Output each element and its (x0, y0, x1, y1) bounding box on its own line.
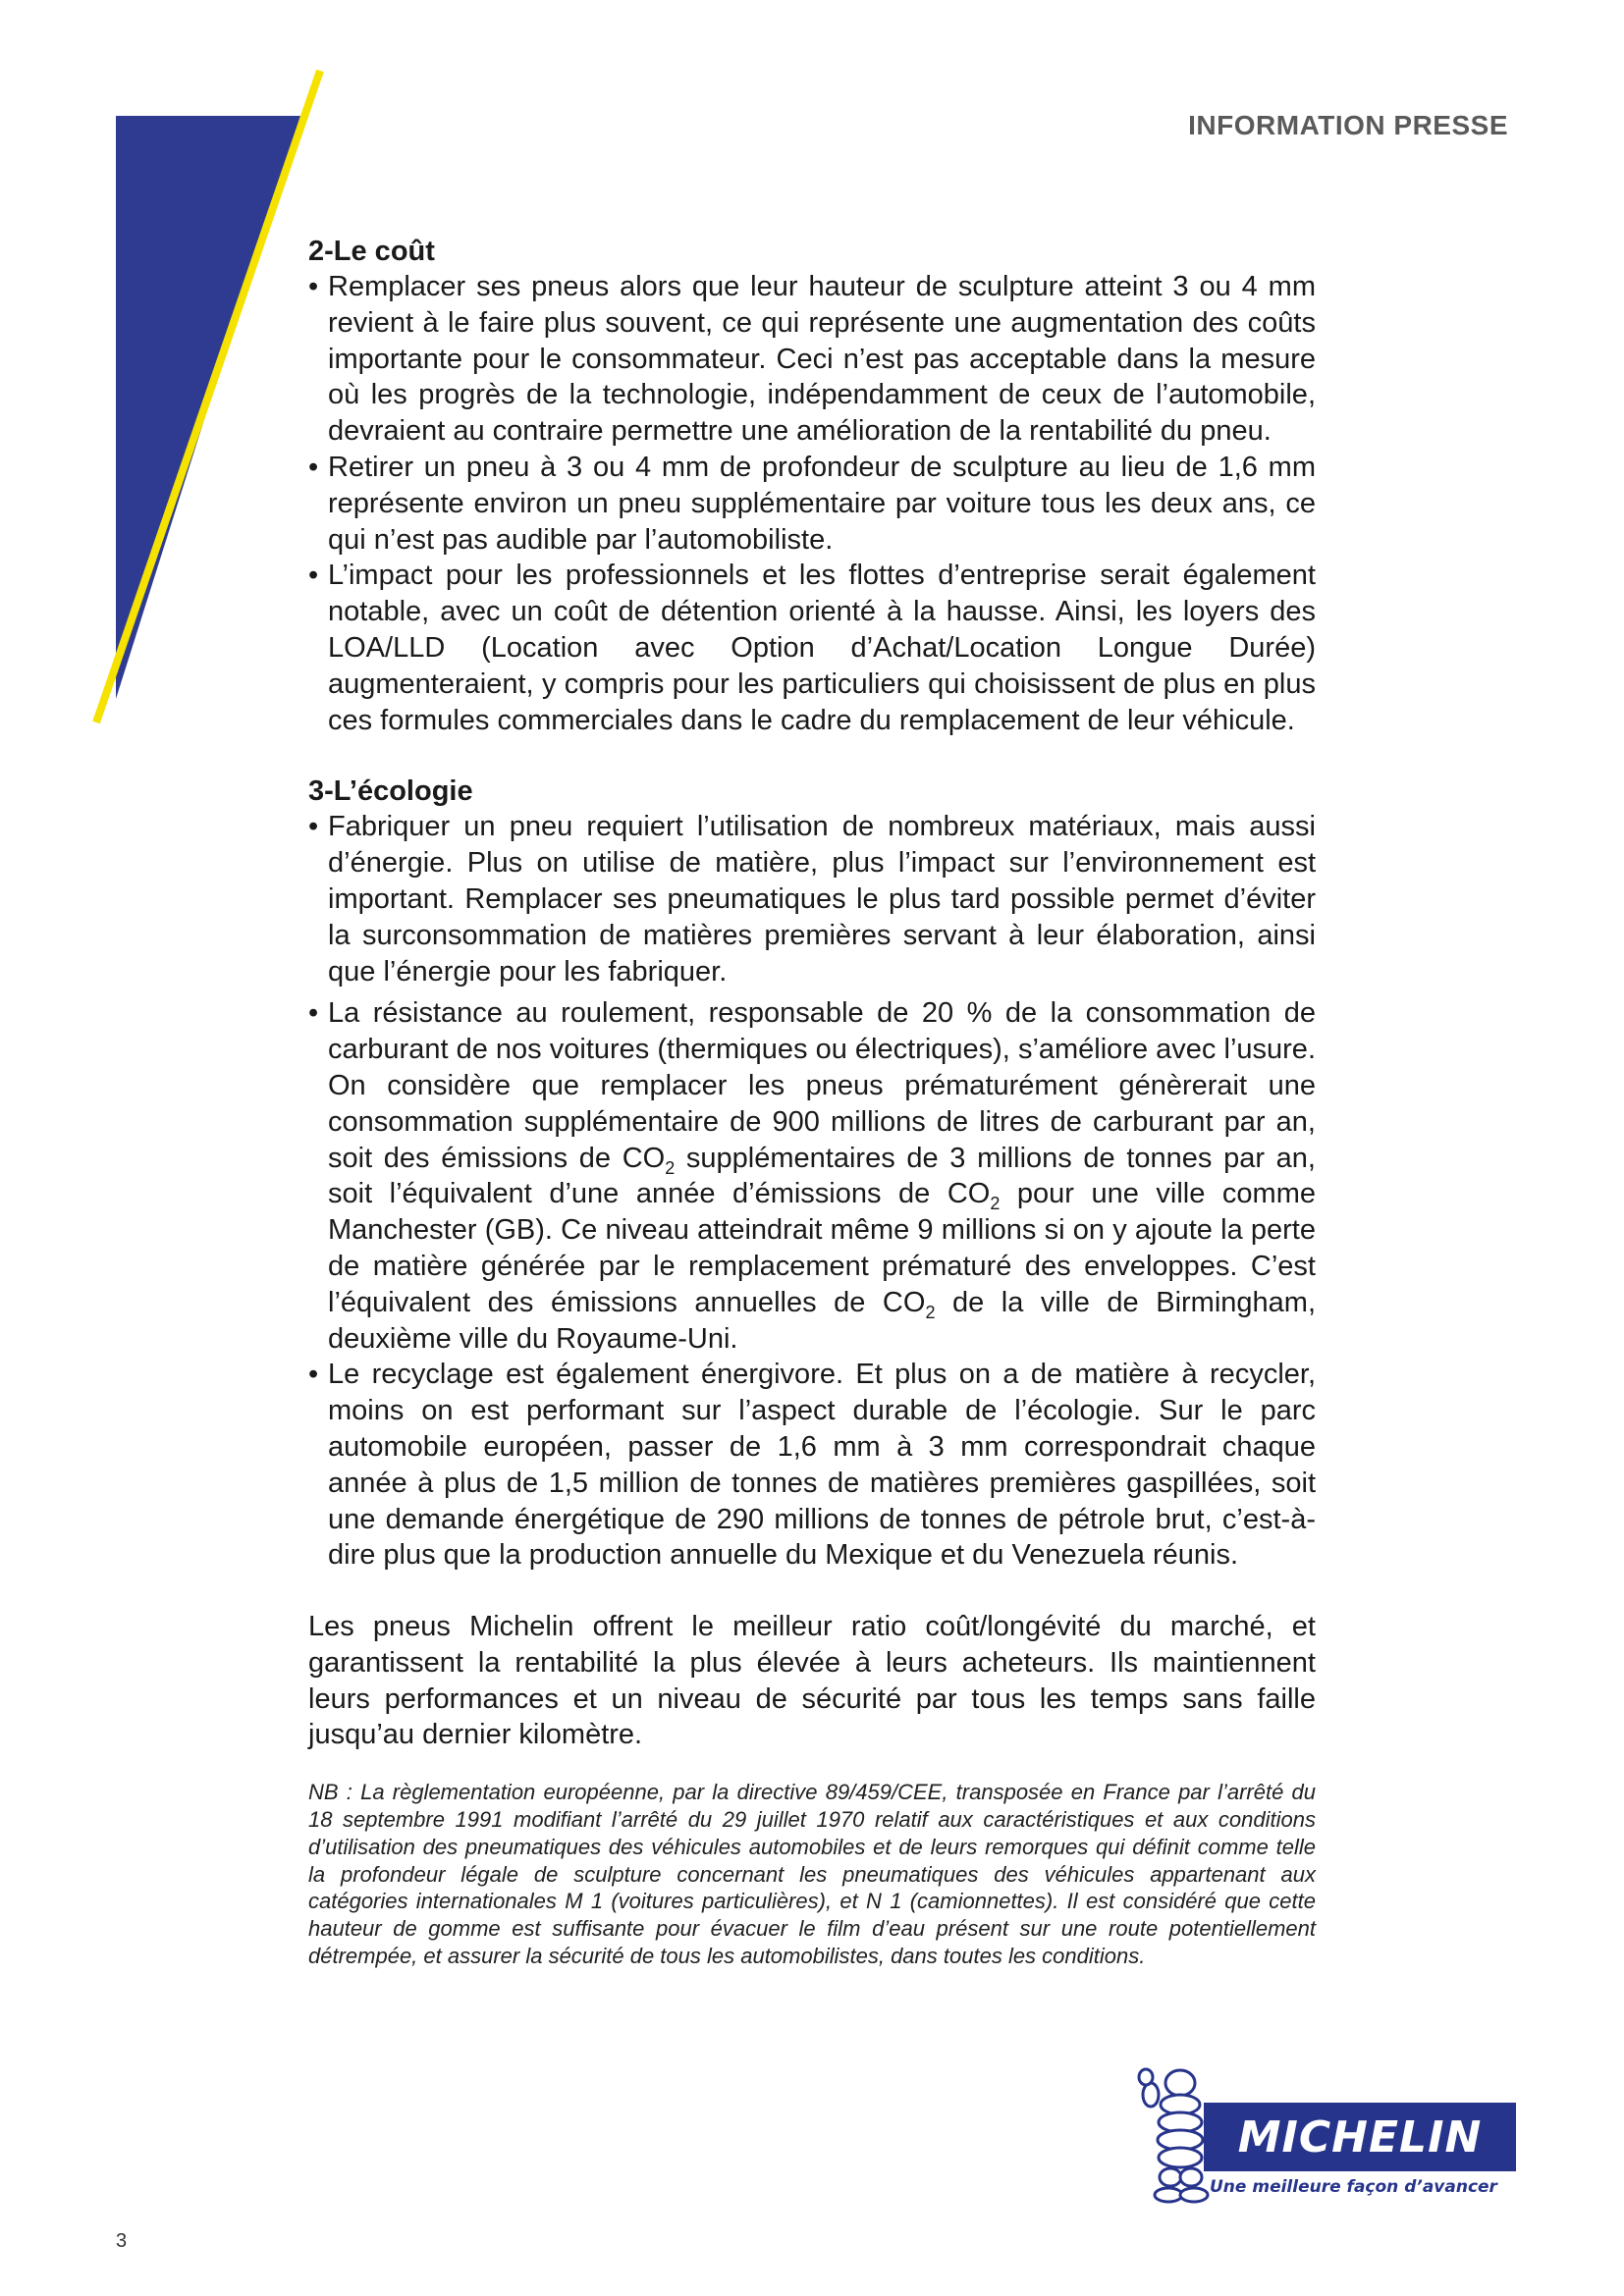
michelin-logo (1137, 2057, 1518, 2216)
logo-wordmark: MICHELIN (1237, 2112, 1483, 2163)
co2-subscript: 2 (665, 1157, 676, 1178)
co2-subscript: 2 (990, 1194, 1001, 1214)
ecology-bullet-list (308, 809, 1316, 1574)
section-heading-ecology: 3-L’écologie (308, 775, 473, 808)
page-number: 3 (116, 2230, 128, 2252)
main-content (308, 234, 1316, 1970)
logo-tagline: Une meilleure façon d’avancer (1210, 2177, 1497, 2197)
co2-subscript: 2 (925, 1302, 936, 1322)
ecology-bullet-2 (308, 995, 1316, 1357)
ecology-bullet-2-part4: de la ville de Birmingham, deuxième ville du Royaume-Uni. (328, 1286, 1316, 1355)
ecology-bullet-1: • Fabriquer un pneu requiert l’utilisation de nombreux matériaux, mais aussi d’énergie. Plus on utilise de matière, plus l’impact sur l’environnement est important. Remplacer ses pneumatiques le plus tard possible permet d’éviter la surconsommation de matières premières servant à leur élaboration, ainsi que l’énergie pour les fabriquer. (308, 809, 1316, 989)
section-heading-cost: 2-Le coût (308, 236, 435, 267)
closing-paragraph: Les pneus Michelin offrent le meilleur ratio coût/longévité du marché, et garantissent la rentabilité la plus élevée à leurs acheteurs. Ils maintiennent leurs performances et un niveau de sécurité par tous les temps sans faille jusqu’au dernier kilomètre. (308, 1611, 1316, 1751)
corner-decoration (0, 0, 353, 746)
cost-bullet-list (308, 269, 1316, 738)
ecology-bullet-2-part3: pour une ville comme Manchester (GB). Ce niveau atteindrait même 9 millions si on y ajoute la perte de matière générée par le remplacement prématuré des enveloppes. C’est l’équivalent des émissions annuelles de CO (328, 1178, 1316, 1318)
cost-bullet-3: • L’impact pour les professionnels et les flottes d’entreprise serait également notable, avec un coût de détention orienté à la hausse. Ainsi, les loyers des LOA/LLD (Location avec Option d’Achat/Location Longue Durée) augmenteraient, y compris pour les particuliers qui choisissent de plus en plus ces formules commerciales dans le cadre du remplacement de leur véhicule. (308, 558, 1316, 738)
ecology-bullet-3: • Le recyclage est également énergivore. Et plus on a de matière à recycler, moins on est performant sur l’aspect durable de l’écologie. Sur le parc automobile européen, passer de 1,6 mm à 3 mm correspondrait chaque année à plus de 1,5 million de tonnes de matières premières gaspillées, soit une demande énergétique de 290 millions de tonnes de pétrole brut, c’est-à-dire plus que la production annuelle du Mexique et du Venezuela réunis. (308, 1357, 1316, 1574)
ecology-bullet-2-part2: supplémentaires de 3 millions de tonnes par an, soit l’équivalent d’une année d’émissions de CO (328, 1142, 1316, 1210)
cost-bullet-2: • Retirer un pneu à 3 ou 4 mm de profondeur de sculpture au lieu de 1,6 mm représente environ un pneu supplémentaire par voiture tous les deux ans, ce qui n’est pas audible par l’automobiliste. (308, 450, 1316, 558)
ecology-bullet-2-part1: La résistance au roulement, responsable de 20 % de la consommation de carburant de nos voitures (thermiques ou électriques), s’améliore avec l’usure. On considère que remplacer les pneus prématurément génèrerait une consommation supplémentaire de 900 millions de litres de carburant par an, soit des émissions de CO (328, 997, 1316, 1174)
cost-bullet-1: • Remplacer ses pneus alors que leur hauteur de sculpture atteint 3 ou 4 mm revient à le faire plus souvent, ce qui représente une augmentation des coûts importante pour le consommateur. Ceci n’est pas acceptable dans la mesure où les progrès de la technologie, indépendamment de ceux de l’automobile, devraient au contraire permettre une amélioration de la rentabilité du pneu. (308, 269, 1316, 450)
header-label: INFORMATION PRESSE (1188, 110, 1508, 140)
regulation-note: NB : La règlementation européenne, par la directive 89/459/CEE, transposée en France par l’arrêté du 18 septembre 1991 modifiant l’arrêté du 29 juillet 1970 relatif aux caractéristiques et aux conditions d’utilisation des pneumatiques des véhicules automobiles et de leurs remorques qui définit comme telle la profondeur légale de sculpture concernant les pneumatiques des véhicules appartenant aux catégories internationales M 1 (voitures particulières), et N 1 (camionnettes). Il est considéré que cette hauteur de gomme est suffisante pour évacuer le film d’eau présent sur une route potentiellement détrempée, et assurer la sécurité de tous les automobilistes, dans toutes les conditions. (308, 1780, 1316, 1969)
